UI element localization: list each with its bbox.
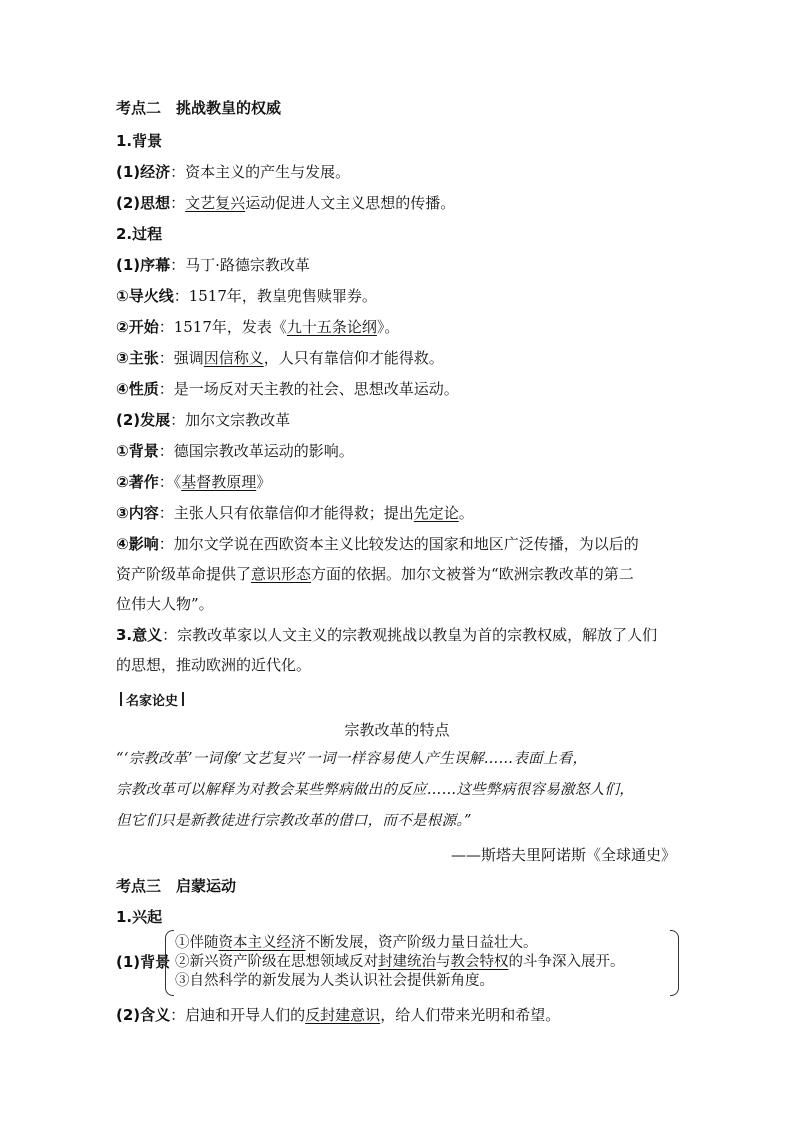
process-title — [116, 223, 162, 245]
impact-text-2-post: 方面的依据。加尔文被誉为“欧洲宗教改革的第二 — [311, 565, 634, 583]
background-item-2 — [175, 953, 625, 972]
start-line — [116, 316, 399, 338]
bg2-underlined-2: 教会特权 — [450, 954, 509, 970]
right-brace — [670, 930, 679, 996]
definition-label: (2)含义 — [116, 1006, 171, 1024]
impact-line-1 — [116, 533, 639, 555]
works-underlined: 基督教原理 — [181, 473, 257, 491]
start-label: ②开始 — [116, 318, 159, 336]
section-heading-2: 考点二 挑战教皇的权威 — [116, 99, 282, 117]
dev-background-text: ：德国宗教改革运动的影响。 — [158, 442, 354, 460]
dev-background-line — [116, 440, 354, 462]
start-post: 》。 — [376, 318, 400, 336]
quote-title: 宗教改革的特点 — [344, 721, 450, 739]
works-post: 》 — [256, 473, 272, 491]
impact-text-1: ：加尔文学说在西欧资本主义比较发达的国家和地区广泛传播，为以后的 — [158, 535, 639, 553]
works-label: ②著作 — [116, 473, 159, 491]
tag-bar-left — [120, 692, 122, 706]
start-pre: ：1517年，发表《 — [158, 318, 287, 336]
left-brace — [165, 930, 174, 996]
quote-line-1: “‘宗教改革’一词像‘文艺复兴’一词一样容易使人产生误解……表面上看， — [116, 751, 588, 767]
section-heading-3: 考点三 启蒙运动 — [116, 877, 237, 895]
quote-source: ——斯塔夫里阿诺斯《全球通史》 — [450, 846, 676, 864]
fuse-line — [116, 285, 377, 307]
thought-post: 运动促进人文主义思想的传播。 — [245, 194, 456, 212]
background-title-text: 1.背景 — [116, 132, 163, 150]
definition-pre: ：启迪和开导人们的 — [170, 1006, 306, 1024]
nature-line — [116, 378, 459, 400]
bg2-mid: 与 — [436, 954, 451, 970]
meaning-text-1: ：宗教改革家以人文主义的宗教观挑战以教皇为首的宗教权威，解放了人们 — [162, 626, 658, 644]
definition-post: ，给人们带来光明和希望。 — [380, 1006, 561, 1024]
background-item-3: ③自然科学的新发展为人类认识社会提供新角度。 — [175, 973, 494, 989]
meaning-label: 3.意义 — [116, 626, 163, 644]
prelude-text: ：马丁·路德宗教改革 — [170, 256, 310, 274]
bg1-underlined: 资本主义经济 — [218, 935, 306, 951]
content-post: 。 — [458, 504, 474, 522]
enlightenment-bg-label: (1)背景 — [116, 953, 171, 971]
claim-label: ③主张 — [116, 349, 159, 367]
enlightenment-bg-label-line — [116, 951, 170, 973]
meaning-line-1 — [116, 624, 657, 646]
nature-label: ④性质 — [116, 380, 159, 398]
prelude-label: (1)序幕 — [116, 256, 171, 274]
background-item-1 — [175, 934, 538, 953]
definition-line — [116, 1004, 560, 1026]
works-line — [116, 471, 271, 493]
content-label: ③内容 — [116, 504, 159, 522]
fuse-label: ①导火线 — [116, 287, 174, 305]
claim-pre: ：强调 — [158, 349, 204, 367]
content-line — [116, 502, 474, 524]
economy-line — [116, 161, 350, 183]
definition-underlined: 反封建意识 — [305, 1006, 381, 1024]
tag-bar-right — [182, 692, 184, 706]
economy-label: (1)经济 — [116, 163, 171, 181]
impact-label: ④影响 — [116, 535, 159, 553]
impact-text-2-pre: 资产阶级革命提供了 — [116, 565, 252, 583]
bg2-underlined-1: 封建统治 — [378, 954, 436, 970]
thought-underlined: 文艺复兴 — [185, 194, 246, 212]
claim-line — [116, 347, 444, 369]
thought-label: (2)思想 — [116, 194, 171, 212]
dev-background-label: ①背景 — [116, 442, 159, 460]
rise-title — [116, 906, 162, 928]
bg1-pre: ①伴随 — [175, 935, 219, 951]
famous-commentary-tag — [116, 690, 188, 708]
content-underlined: 先定论 — [413, 504, 459, 522]
thought-pre: ： — [170, 194, 186, 212]
impact-underlined: 意识形态 — [251, 565, 312, 583]
bg2-post: 的斗争深入展开。 — [508, 954, 625, 970]
impact-line-2 — [116, 563, 634, 585]
impact-line-3: 位伟大人物”。 — [116, 595, 214, 613]
tag-text: 名家论史 — [126, 693, 179, 709]
works-pre: ：《 — [158, 473, 182, 491]
meaning-line-2: 的思想，推动欧洲的近代化。 — [116, 656, 312, 674]
economy-text: ：资本主义的产生与发展。 — [170, 163, 351, 181]
claim-underlined: 因信称义 — [203, 349, 264, 367]
bg2-pre: ②新兴资产阶级在思想领域反对 — [175, 954, 378, 970]
quote-line-3: 但它们只是新教徒进行宗教改革的借口，而不是根源。” — [116, 813, 472, 829]
background-title — [116, 130, 162, 152]
nature-text: ：是一场反对天主教的社会、思想改革运动。 — [158, 380, 459, 398]
rise-title-text: 1.兴起 — [116, 908, 163, 926]
claim-post: ，人只有靠信仰才能得救。 — [263, 349, 444, 367]
process-title-text: 2.过程 — [116, 225, 163, 243]
bg1-post: 不断发展，资产阶级力量日益壮大。 — [305, 935, 538, 951]
development-text: ：加尔文宗教改革 — [170, 411, 291, 429]
content-pre: ：主张人只有依靠信仰才能得救；提出 — [158, 504, 414, 522]
start-underlined: 九十五条论纲 — [286, 318, 377, 336]
development-line — [116, 409, 290, 431]
thought-line — [116, 192, 455, 214]
quote-line-2: 宗教改革可以解释为对教会某些弊病做出的反应……这些弊病很容易激怒人们， — [116, 782, 634, 798]
prelude-line — [116, 254, 310, 276]
development-label: (2)发展 — [116, 411, 171, 429]
fuse-text: ：1517年，教皇兜售赎罪券。 — [173, 287, 377, 305]
